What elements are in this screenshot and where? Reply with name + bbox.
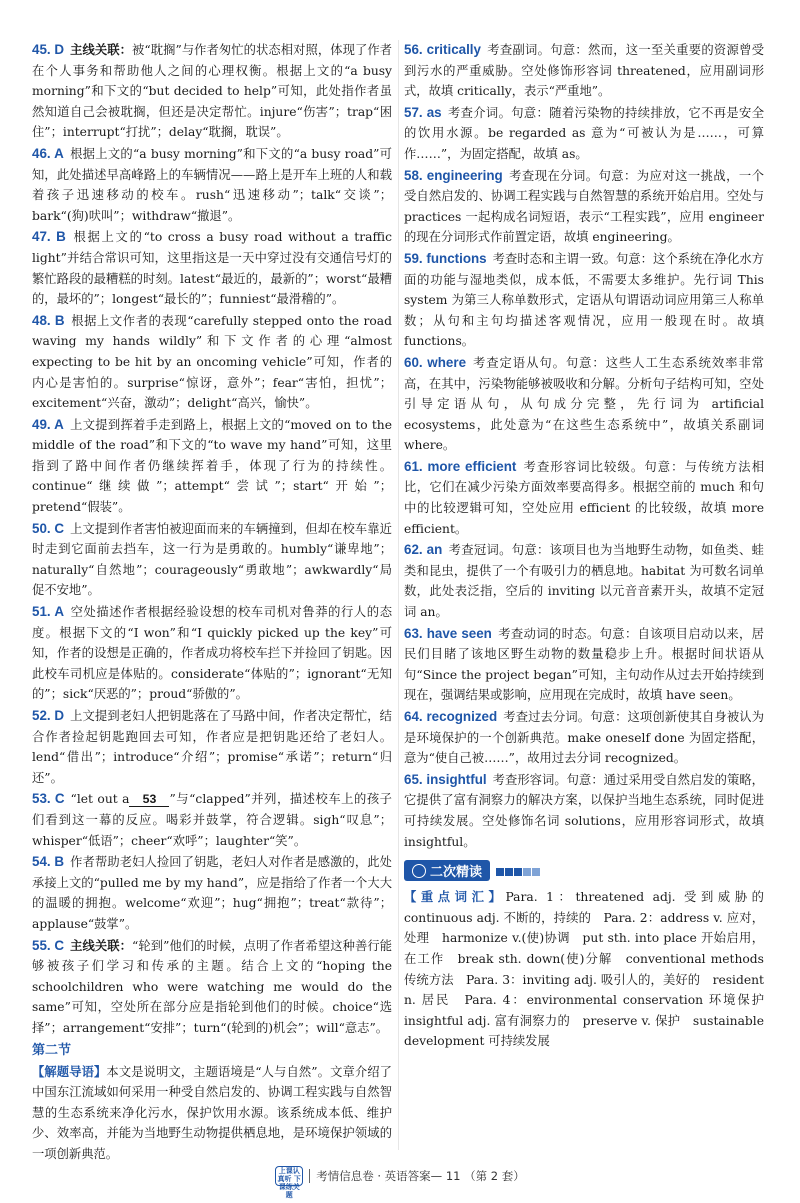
answer-item xyxy=(32,602,392,705)
answer-list-left xyxy=(32,40,392,1039)
answer-keyword: 主线关联： xyxy=(70,937,132,953)
answer-explanation: 考查现在分词。句意：为应对这一挑战，一个受自然启发的、协调工程实践与自然智慧的系统开始启用。空处与 practices 一起构成名词短语，表示“工程实践”，应用 engineer 的现在分词形式作前置定语，故填 engineering。 xyxy=(404,168,764,245)
answer-explanation: 作者帮助老妇人捡回了钥匙，老妇人对作者是感激的，此处承接上文的“pulled me by my hand”，应是指给了作者一个大大的温暖的拥抱。welcome“欢迎”；hug“拥抱”；treat“款待”；applause“鼓掌”。 xyxy=(32,855,392,931)
answer-explanation: 上文提到老妇人把钥匙落在了马路中间，作者决定帮忙，结合作者捡起钥匙跑回去可知，作者应是把钥匙还给了老妇人。lend“借出”；introduce“介绍”；promise“承诺”；return“归还”。 xyxy=(32,709,392,785)
answer-item xyxy=(32,936,392,1039)
answer-number: 65. insightful xyxy=(404,771,487,787)
answer-item xyxy=(32,40,392,143)
reading-badge xyxy=(404,860,490,881)
section-title: 第二节 xyxy=(32,1042,72,1058)
answer-explanation: 上文提到挥着手走到路上，根据上文的“moved on to the middle of the road”和下文的“to wave my hand”可知，这里指到了路中间作者仍继续挥着手，体现了行为的持续性。continue“继续做”；attempt“尝试”；start“开始”；pretend“假装”。 xyxy=(32,417,392,515)
answer-number: 55. C xyxy=(32,937,65,953)
answer-number: 58. engineering xyxy=(404,167,503,183)
answer-number: 60. where xyxy=(404,354,467,370)
answer-number: 56. critically xyxy=(404,42,481,57)
vocab-text: Para. 1：threatened adj. 受到威胁的 continuous adj. 不断的，持续的 Para. 2：address v. 应对，处理 harmonize v.(使)协调 put sth. into place 开始启用，在工作 break sth. down(使)分解 conventional methods 传统方法 Para. 3：inviting adj. 吸引人的，美好的 resident n. 居民 Para. 4：environmental conservation 环境保护 insightful adj. 富有洞察力的 preserve v. 保护 sustainable development 可持续发展 xyxy=(404,890,777,1049)
answer-number: 50. C xyxy=(32,520,65,536)
answer-explanation: 被“耽搁”与作者匆忙的状态相对照，体现了作者在个人事务和帮助他人之间的心理权衡。根据上文的“a busy morning”和下文的“but decided to help”可知，此处指作者虽然知道自己会被耽搁，但还是决定帮忙。injure“伤害”；trap“困住”；interrupt“打扰”；delay“耽搁，耽误”。 xyxy=(32,43,392,140)
solution-guide xyxy=(32,1062,392,1165)
footer-separator xyxy=(309,1169,310,1183)
answer-explanation: 考查冠词。句意：该项目也为当地野生动物，如鱼类、蛙类和昆虫，提供了一个有吸引力的栖息地。habitat 为可数名词单数，此处表泛指，空后的 inviting 以元音音素开头，故填不定冠词 an。 xyxy=(404,543,764,620)
answer-number: 57. as xyxy=(404,104,442,120)
column-divider xyxy=(398,40,399,1150)
answer-item xyxy=(404,40,764,102)
answer-explanation: 考查定语从句。句意：这些人工生态系统效率非常高，在其中，污染物能够被吸收和分解。分析句子结构可知，空处引导定语从句，从句成分完整，先行词为 artificial ecosystems，此处意为“在这些生态系统中”，故填关系副词 where。 xyxy=(404,355,764,453)
blank-number: 53 xyxy=(129,792,169,807)
answer-explanation: 考查时态和主谓一致。句意：这个系统在净化水方面的功能与湿地类似，成本低，不需要太多维护。先行词 This system 为第三人称单数形式，定语从句谓语动词应用第三人称单数；从句和主句均描述客观情况，应用一般现在时。故填 functions。 xyxy=(404,251,764,349)
answer-explanation: “轮到”他们的时候，点明了作者希望这种善行能够被孩子们学习和传承的主题。结合上文的“hoping the schoolchildren who were watching me would do the same”可知，空处所在部分应是指轮到他们的时候。choice“选择”；arrangement“安排”；turn“(轮到的)机会”；will“意志”。 xyxy=(32,938,392,1035)
answer-item xyxy=(404,624,764,706)
reading-badge-label: 二次精读 xyxy=(430,865,483,881)
answer-explanation: 考查动词的时态。句意：自该项目启动以来，居民们目睹了该地区野生动物的数量稳步上升。根据时间状语从句“Since the project began”可知，主句动作从过去开始持续到现在，强调结果或影响，应用现在完成时，故填 have seen。 xyxy=(404,626,764,703)
answer-number: 49. A xyxy=(32,416,64,432)
answer-explanation: 空处描述作者根据经验设想的校车司机对鲁莽的行人的态度。根据下文的“I won”和“I quickly picked up the key”可知，作者的设想是正确的，作者成功将校车拦下并捡回了钥匙。因此校车司机应是体贴的。considerate“体贴的”；ignorant“无知的”；sick“厌恶的”；proud“骄傲的”。 xyxy=(32,605,392,702)
answer-item xyxy=(32,227,392,309)
answer-explanation: 考查形容词。句意：通过采用受自然启发的策略，它提供了富有洞察力的解决方案，以保护当地生态系统，同时促进可持续发展。空处修饰名词 solutions，应用形容词形式，故填 insightful。 xyxy=(404,772,764,849)
right-column xyxy=(404,40,777,1052)
answer-item xyxy=(404,249,764,352)
reading-header xyxy=(404,860,764,881)
answer-number: 59. functions xyxy=(404,250,487,266)
guide-tag: 【解题导语】 xyxy=(32,1064,107,1079)
answer-number: 53. C xyxy=(32,791,65,807)
answer-item xyxy=(32,789,392,851)
answer-item xyxy=(32,415,392,518)
vocab-tag: 【重点词汇】 xyxy=(404,890,506,905)
answer-item xyxy=(32,519,392,601)
publisher-logo: 上课认真听 下课练关题 xyxy=(275,1166,303,1186)
answer-item xyxy=(404,707,764,769)
answer-item xyxy=(404,166,764,248)
answer-list-right xyxy=(404,40,764,852)
answer-item xyxy=(32,311,392,414)
footer-text: 考情信息卷 · 英语答案— 11 （第 2 套） xyxy=(316,1169,525,1183)
answer-keyword: 主线关联： xyxy=(70,42,132,57)
decor-squares xyxy=(496,861,541,880)
answer-number: 61. more efficient xyxy=(404,458,517,474)
answer-explanation: ”与“clapped”并列，描述校车上的孩子们看到这一幕的反应。喝彩并鼓掌，符合逻辑。sigh“叹息”；whisper“低语”；cheer“欢呼”；laughter“笑”。 xyxy=(32,792,392,848)
answer-item xyxy=(404,540,764,622)
guide-text: 本文是说明文，主题语境是“人与自然”。文章介绍了中国东江流域如何采用一种受自然启发的、协调工程实践与自然智慧的生态系统来净化污水，保护饮用水源。该系统成本低、维护少、效率高，并能为当地野生动物提供栖息地，是环境保护领域的一项创新典范。 xyxy=(32,1064,392,1161)
answer-number: 51. A xyxy=(32,604,65,620)
answer-prefix: “let out a xyxy=(70,792,130,807)
answer-item xyxy=(404,103,764,165)
answer-item xyxy=(32,144,392,226)
answer-explanation: 考查介词。句意：随着污染物的持续排放，它不再是安全的饮用水源。be regarded as 意为“可被认为是……，可算作……”，为固定搭配，故填 as。 xyxy=(404,105,764,161)
answer-item xyxy=(404,353,764,456)
answer-number: 45. D xyxy=(32,42,65,57)
answer-item xyxy=(32,852,392,934)
answer-explanation: 根据上文的“a busy morning”和下文的“a busy road”可知，此处描述早高峰路上的车辆情况——路上是开车上班的人和载着孩子迅速移动的校车。rush“迅速移动”；talk“交谈”；bark“(狗)吠叫”；withdraw“撤退”。 xyxy=(32,146,392,223)
answer-explanation: 上文提到作者害怕被迎面而来的车辆撞到，但却在校车靠近时走到它面前去挡车，这一行为是勇敢的。humbly“谦卑地”；naturally“自然地”；courageously“勇敢地”；awkwardly“局促不安地”。 xyxy=(32,521,392,598)
page-footer xyxy=(0,1166,800,1199)
key-vocabulary xyxy=(404,887,777,1052)
answer-number: 46. A xyxy=(32,145,64,161)
answer-item xyxy=(404,457,764,539)
answer-item xyxy=(404,770,764,852)
answer-item xyxy=(32,706,392,788)
reading-icon xyxy=(412,864,426,878)
answer-explanation: 根据上文作者的表现“carefully stepped onto the road waving my hands wildly”和下文作者的心理“almost expecting to be hit by an oncoming vehicle”可知，作者的内心是害怕的。surprise“惊讶，意外”；fear“害怕，担忧”；excitement“兴奋，激动”；delight“高兴，愉快”。 xyxy=(32,313,392,411)
answer-number: 62. an xyxy=(404,542,443,558)
answer-number: 63. have seen xyxy=(404,625,492,641)
answer-explanation: 考查形容词比较级。句意：与传统方法相比，它们在减少污染方面效率要高得多。根据空前的 much 和句中的比较逻辑可知，空处应用 efficient 的比较级，故填 more efficient。 xyxy=(404,459,764,536)
answer-number: 47. B xyxy=(32,229,66,245)
left-column xyxy=(32,40,392,1164)
answer-number: 52. D xyxy=(32,708,65,723)
answer-number: 54. B xyxy=(32,854,65,870)
answer-number: 64. recognized xyxy=(404,709,498,724)
answer-number: 48. B xyxy=(32,312,65,328)
answer-explanation: 根据上文的“to cross a busy road without a traffic light”并结合常识可知，这里指这是一天中穿过没有交通信号灯的繁忙路段的最糟糕的时刻。latest“最近的，最新的”；worst“最糟的，最坏的”；longest“最长的”；funniest“最滑稽的”。 xyxy=(32,230,392,307)
answer-explanation: 考查过去分词。句意：这项创新使其自身被认为是环境保护的一个创新典范。make oneself done 为固定搭配，意为“使自己被……”，故用过去分词 recognized。 xyxy=(404,710,764,766)
answer-explanation: 考查副词。句意：然而，这一至关重要的资源曾受到污水的严重威胁。空处修饰形容词 threatened，应用副词形式，故填 critically，表示“严重地”。 xyxy=(404,43,764,99)
